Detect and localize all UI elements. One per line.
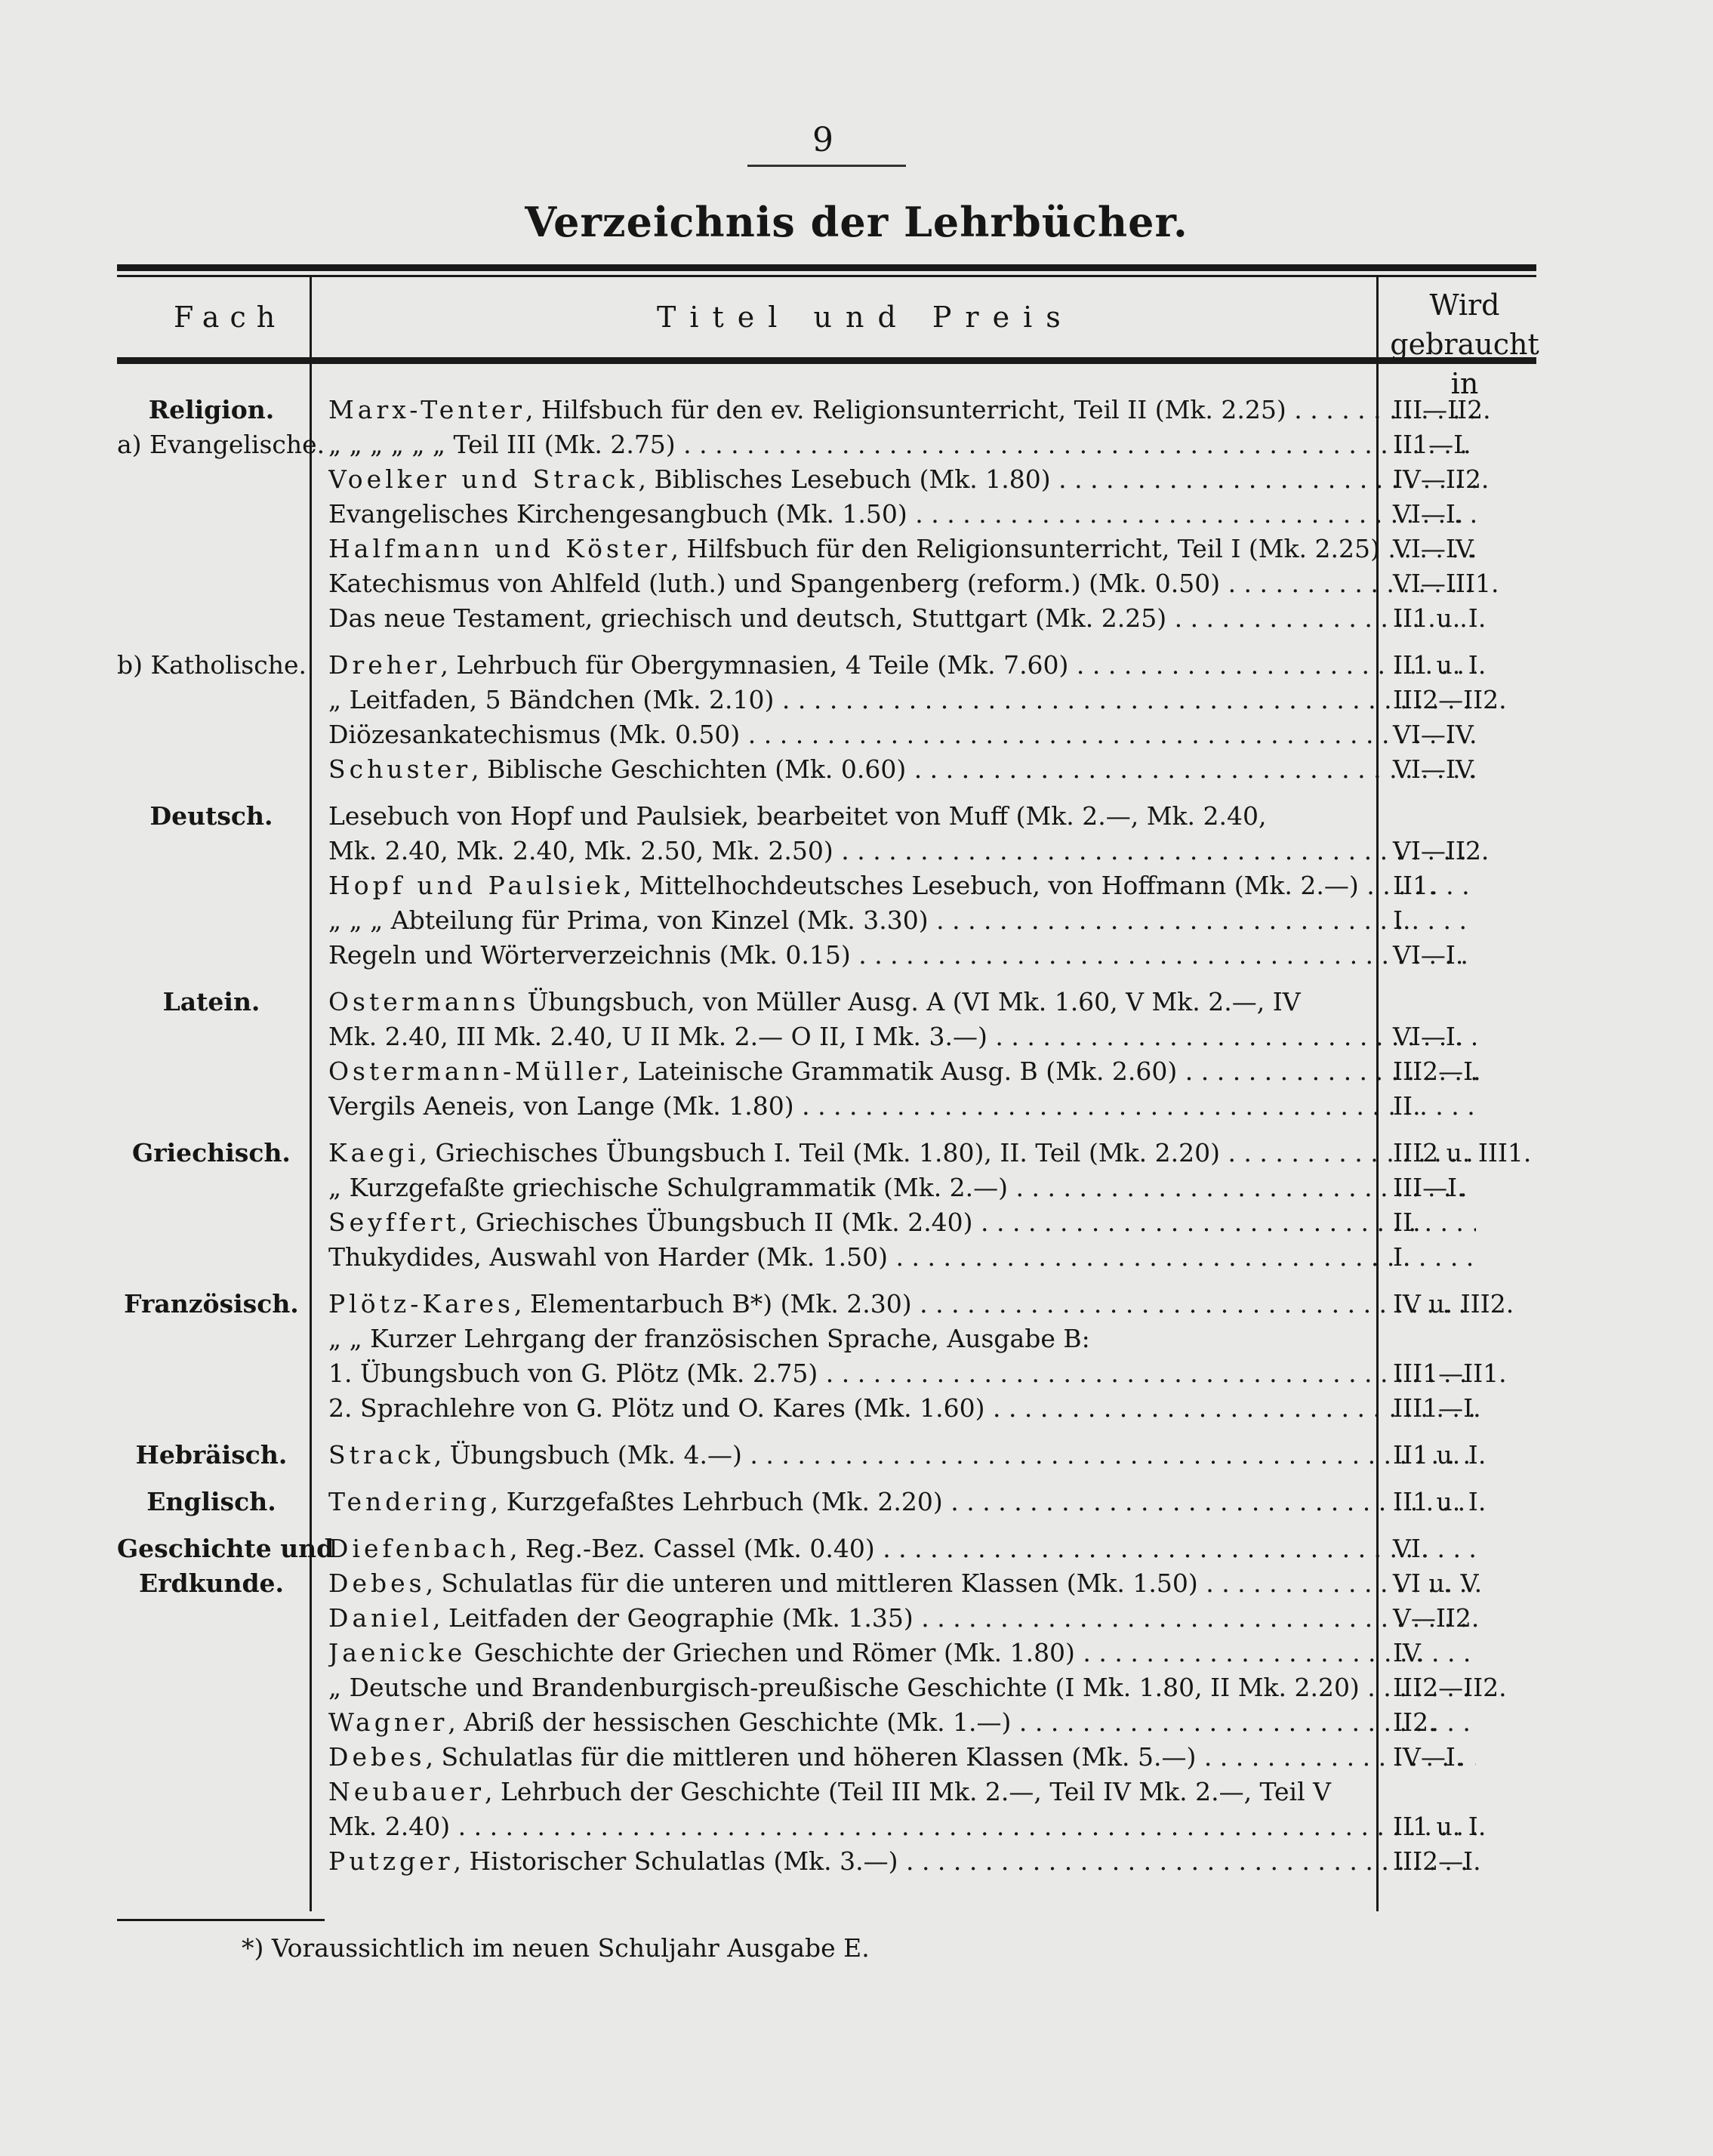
author-name: Ostermanns	[328, 987, 519, 1016]
table-row	[117, 1287, 1536, 1322]
book-title: , Lateinische Grammatik Ausg. B (Mk. 2.60)	[621, 1056, 1178, 1086]
header-subject: Fach	[174, 301, 286, 334]
title-price-cell	[328, 834, 1476, 868]
book-title: , Mittelhochdeutsches Lesebuch, von Hoffmann (Mk. 2.—)	[623, 871, 1359, 900]
title-price-cell	[328, 497, 1476, 532]
grade-cell: VI—IV.	[1393, 754, 1477, 784]
subject-cell: Französisch.	[124, 1289, 299, 1319]
title-price-cell	[328, 985, 1476, 1019]
subject-cell: Erdkunde.	[138, 1568, 285, 1598]
table-row	[117, 903, 1536, 938]
book-title: , Hilfsbuch für den Religionsunterricht, Teil I (Mk. 2.25)	[670, 534, 1380, 563]
grade-cell: III2 u. III1.	[1393, 1138, 1532, 1167]
subject-cell: Geschichte und	[117, 1534, 334, 1563]
title-price-cell	[328, 1636, 1476, 1670]
title-price-cell	[328, 393, 1476, 427]
header-used-in: Wird gebraucht in	[1390, 288, 1539, 400]
author-name: Voelker und Strack	[328, 464, 639, 494]
title-price-cell	[328, 601, 1476, 636]
subject-cell: Deutsch.	[149, 801, 273, 831]
book-title: , Biblische Geschichten (Mk. 0.60)	[471, 754, 907, 784]
book-title: Geschichte der Griechen und Römer (Mk. 1.80)	[466, 1638, 1075, 1667]
table-row	[117, 985, 1536, 1019]
title-price-cell	[328, 1391, 1476, 1426]
title-price-cell	[328, 1205, 1476, 1240]
book-title: , Lehrbuch für Obergymnasien, 4 Teile (Mk. 7.60)	[440, 650, 1069, 680]
table-row	[117, 1809, 1536, 1844]
book-title: , Biblisches Lesebuch (Mk. 1.80)	[638, 464, 1051, 494]
table-top-rule	[117, 264, 1536, 271]
book-title: „ „ „ Abteilung für Prima, von Kinzel (Mk. 3.30)	[328, 905, 929, 935]
book-title: „ Kurzgefaßte griechische Schulgrammatik (Mk. 2.—)	[328, 1173, 1009, 1202]
grade-cell: II1 u. I.	[1393, 1812, 1487, 1841]
title-price-cell	[328, 752, 1476, 787]
header-title-price: Titel und Preis	[657, 301, 1074, 334]
book-title: , Griechisches Übungsbuch II (Mk. 2.40)	[459, 1208, 973, 1237]
table-row	[117, 1775, 1536, 1809]
book-title: Regeln und Wörterverzeichnis (Mk. 0.15)	[328, 940, 851, 970]
grade-cell: II1 u. I.	[1393, 1440, 1487, 1470]
footnote: *) Voraussichtlich im neuen Schuljahr Ausgabe E.	[242, 1933, 870, 1963]
title-price-cell	[328, 1844, 1476, 1879]
subject-cell: b) Katholische.	[117, 650, 307, 680]
table-row	[117, 1844, 1536, 1879]
table-row	[117, 1601, 1536, 1636]
table-row	[117, 462, 1536, 497]
title-price-cell	[328, 1705, 1476, 1740]
author-name: Hopf und Paulsiek	[328, 871, 624, 900]
author-name: Kaegi	[328, 1138, 420, 1167]
book-title: , Schulatlas für die unteren und mittleren Klassen (Mk. 1.50)	[425, 1568, 1198, 1598]
table-top-rule-thin	[117, 275, 1536, 277]
title-price-cell	[328, 1566, 1476, 1601]
grade-cell: III2—I.	[1393, 1846, 1481, 1876]
book-title: Mk. 2.40)	[328, 1812, 451, 1841]
table-row	[117, 1136, 1536, 1171]
title-price-cell	[328, 683, 1476, 717]
title-price-cell	[328, 1601, 1476, 1636]
book-title: , Leitfaden der Geographie (Mk. 1.35)	[433, 1603, 913, 1633]
grade-cell: VI—I.	[1393, 940, 1464, 970]
book-title: „ „ Kurzer Lehrgang der französischen Sprache, Ausgabe B:	[328, 1324, 1090, 1353]
title-price-cell	[328, 532, 1476, 566]
book-title: , Hilfsbuch für den ev. Religionsunterricht, Teil II (Mk. 2.25)	[525, 395, 1286, 424]
author-name: Diefenbach	[328, 1534, 510, 1563]
table-row	[117, 1705, 1536, 1740]
table-row	[117, 1438, 1536, 1473]
book-title: Übungsbuch, von Müller Ausg. A (VI Mk. 1.60, V Mk. 2.—, IV	[519, 987, 1301, 1016]
grade-cell: IV—I.	[1393, 1742, 1464, 1772]
book-title: 2. Sprachlehre von G. Plötz und O. Kares (Mk. 1.60)	[328, 1393, 985, 1423]
book-title: Das neue Testament, griechisch und deutsch, Stuttgart (Mk. 2.25)	[328, 603, 1167, 633]
author-name: Daniel	[328, 1603, 433, 1633]
book-title: Diözesankatechismus (Mk. 0.50)	[328, 720, 741, 749]
grade-cell: VI—IV.	[1393, 720, 1477, 749]
grade-cell: III2—I.	[1393, 1056, 1481, 1086]
table-row	[117, 683, 1536, 717]
grade-cell: I.	[1393, 1242, 1411, 1272]
grade-cell: II1 u. I.	[1393, 650, 1487, 680]
table-row	[117, 648, 1536, 683]
grade-cell: III1—I.	[1393, 1393, 1481, 1423]
subject-cell: Hebräisch.	[135, 1440, 288, 1470]
author-name: Debes	[328, 1568, 426, 1598]
table-row	[117, 1391, 1536, 1426]
title-price-cell	[328, 1287, 1476, 1322]
book-title: , Griechisches Übungsbuch I. Teil (Mk. 1.80), II. Teil (Mk. 2.20)	[419, 1138, 1220, 1167]
grade-cell: III—I.	[1393, 1173, 1465, 1202]
grade-cell: II1.	[1393, 871, 1437, 900]
table-row	[117, 1531, 1536, 1566]
book-title: , Lehrbuch der Geschichte (Teil III Mk. 2.—, Teil IV Mk. 2.—, Teil V	[485, 1777, 1331, 1806]
table-row	[117, 1636, 1536, 1670]
grade-cell: II2.	[1393, 1707, 1437, 1737]
grade-cell: II.	[1393, 1208, 1421, 1237]
book-title: Vergils Aeneis, von Lange (Mk. 1.80)	[328, 1091, 794, 1121]
author-name: Halfmann und Köster	[328, 534, 671, 563]
title-price-cell	[328, 648, 1476, 683]
author-name: Neubauer	[328, 1777, 485, 1806]
book-title: , Übungsbuch (Mk. 4.—)	[433, 1440, 742, 1470]
book-title: Mk. 2.40, III Mk. 2.40, U II Mk. 2.— O II, I Mk. 3.—)	[328, 1022, 987, 1051]
subject-cell: Griechisch.	[132, 1138, 291, 1167]
author-name: Dreher	[328, 650, 441, 680]
author-name: Plötz-Kares	[328, 1289, 514, 1319]
grade-cell: VI—IV.	[1393, 534, 1477, 563]
table-row	[117, 868, 1536, 903]
subject-cell: a) Evangelische.	[117, 430, 325, 459]
grade-cell: VI—I.	[1393, 1022, 1464, 1051]
title-price-cell	[328, 1171, 1476, 1205]
table-row	[117, 1485, 1536, 1519]
subject-cell: Englisch.	[146, 1487, 276, 1516]
title-price-cell	[328, 566, 1476, 601]
grade-cell: I.	[1393, 905, 1411, 935]
author-name: Debes	[328, 1742, 426, 1772]
grade-cell: III1—II1.	[1393, 1359, 1507, 1388]
book-title: , Elementarbuch B*) (Mk. 2.30)	[514, 1289, 912, 1319]
subject-cell: Latein.	[162, 987, 260, 1016]
author-name: Wagner	[328, 1707, 448, 1737]
table-row	[117, 497, 1536, 532]
grade-cell: III—II2.	[1393, 395, 1491, 424]
title-price-cell	[328, 1670, 1476, 1705]
grade-cell: II1—I.	[1393, 430, 1471, 459]
title-price-cell	[328, 1809, 1476, 1844]
author-name: Seyffert	[328, 1208, 460, 1237]
grade-cell: IV—II2.	[1393, 464, 1490, 494]
book-title: Thukydides, Auswahl von Harder (Mk. 1.50)	[328, 1242, 889, 1272]
book-title: , Kurzgefaßtes Lehrbuch (Mk. 2.20)	[490, 1487, 943, 1516]
title-price-cell	[328, 799, 1476, 834]
title-price-cell	[328, 1740, 1476, 1775]
title-price-cell	[328, 1356, 1476, 1391]
table-row	[117, 1205, 1536, 1240]
book-title: , Historischer Schulatlas (Mk. 3.—)	[453, 1846, 898, 1876]
grade-cell: IV.	[1393, 1638, 1425, 1667]
title-price-cell	[328, 1019, 1476, 1054]
grade-cell: III2—II2.	[1393, 1673, 1507, 1702]
grade-cell: II1 u. I.	[1393, 1487, 1487, 1516]
author-name: Ostermann-Müller	[328, 1056, 622, 1086]
table-row	[117, 566, 1536, 601]
table-row	[117, 1670, 1536, 1705]
title-price-cell	[328, 1089, 1476, 1124]
page-title: Verzeichnis der Lehrbücher.	[525, 198, 1188, 246]
table-row	[117, 1054, 1536, 1089]
book-title: Katechismus von Ahlfeld (luth.) und Spangenberg (reform.) (Mk. 0.50)	[328, 569, 1221, 598]
book-title: Mk. 2.40, Mk. 2.40, Mk. 2.50, Mk. 2.50)	[328, 836, 833, 865]
author-name: Schuster	[328, 754, 472, 784]
grade-cell: IV u. III2.	[1393, 1289, 1514, 1319]
title-price-cell	[328, 427, 1476, 462]
author-name: Putzger	[328, 1846, 454, 1876]
book-title: , Schulatlas für die mittleren und höheren Klassen (Mk. 5.—)	[425, 1742, 1197, 1772]
table-row	[117, 1240, 1536, 1275]
table-row	[117, 1322, 1536, 1356]
book-title: „ Leitfaden, 5 Bändchen (Mk. 2.10)	[328, 685, 775, 714]
title-price-cell	[328, 717, 1476, 752]
table-row	[117, 1566, 1536, 1601]
book-title: Evangelisches Kirchengesangbuch (Mk. 1.50)	[328, 499, 907, 529]
grade-cell: VI—I.	[1393, 499, 1464, 529]
table-row	[117, 1019, 1536, 1054]
table-row	[117, 532, 1536, 566]
grade-cell: II1 u. I.	[1393, 603, 1487, 633]
table-row	[117, 752, 1536, 787]
subject-cell: Religion.	[148, 395, 275, 424]
grade-cell: V—II2.	[1393, 1603, 1480, 1633]
grade-cell: III2—II2.	[1393, 685, 1507, 714]
title-price-cell	[328, 938, 1476, 973]
table-row	[117, 799, 1536, 834]
table-row	[117, 1356, 1536, 1391]
table-row	[117, 834, 1536, 868]
page-number: 9	[812, 121, 833, 159]
title-price-cell	[328, 1136, 1476, 1171]
book-title: , Reg.-Bez. Cassel (Mk. 0.40)	[510, 1534, 875, 1563]
table-header-rule	[117, 357, 1536, 364]
title-price-cell	[328, 903, 1476, 938]
title-price-cell	[328, 1531, 1476, 1566]
title-price-cell	[328, 868, 1476, 903]
title-price-cell	[328, 1054, 1476, 1089]
footnote-rule	[117, 1919, 325, 1921]
grade-cell: VI u. V.	[1393, 1568, 1483, 1598]
table-row	[117, 601, 1536, 636]
title-price-cell	[328, 1438, 1476, 1473]
book-title: „ „ „ „ „ „ Teil III (Mk. 2.75)	[328, 430, 676, 459]
title-price-cell	[328, 1485, 1476, 1519]
table-row	[117, 393, 1536, 427]
author-name: Strack	[328, 1440, 434, 1470]
grade-cell: II.	[1393, 1091, 1421, 1121]
title-price-cell	[328, 1322, 1476, 1356]
title-price-cell	[328, 462, 1476, 497]
book-title: „ Deutsche und Brandenburgisch-preußische Geschichte (I Mk. 1.80, II Mk. 2.20)	[328, 1673, 1360, 1702]
title-price-cell	[328, 1240, 1476, 1275]
grade-cell: VI—III1.	[1393, 569, 1499, 598]
author-name: Marx-Tenter	[328, 395, 526, 424]
table-row	[117, 427, 1536, 462]
table-row	[117, 1089, 1536, 1124]
book-title: Lesebuch von Hopf und Paulsiek, bearbeitet von Muff (Mk. 2.—, Mk. 2.40,	[328, 801, 1267, 831]
table-row	[117, 938, 1536, 973]
grade-cell: VI—II2.	[1393, 836, 1490, 865]
table-row	[117, 1740, 1536, 1775]
author-name: Tendering	[328, 1487, 491, 1516]
title-price-cell	[328, 1775, 1476, 1809]
author-name: Jaenicke	[328, 1638, 467, 1667]
book-title: , Abriß der hessischen Geschichte (Mk. 1.—)	[448, 1707, 1012, 1737]
table-row	[117, 717, 1536, 752]
page-number-rule	[747, 165, 906, 167]
book-title: 1. Übungsbuch von G. Plötz (Mk. 2.75)	[328, 1359, 818, 1388]
grade-cell: VI.	[1393, 1534, 1429, 1563]
table-row	[117, 1171, 1536, 1205]
